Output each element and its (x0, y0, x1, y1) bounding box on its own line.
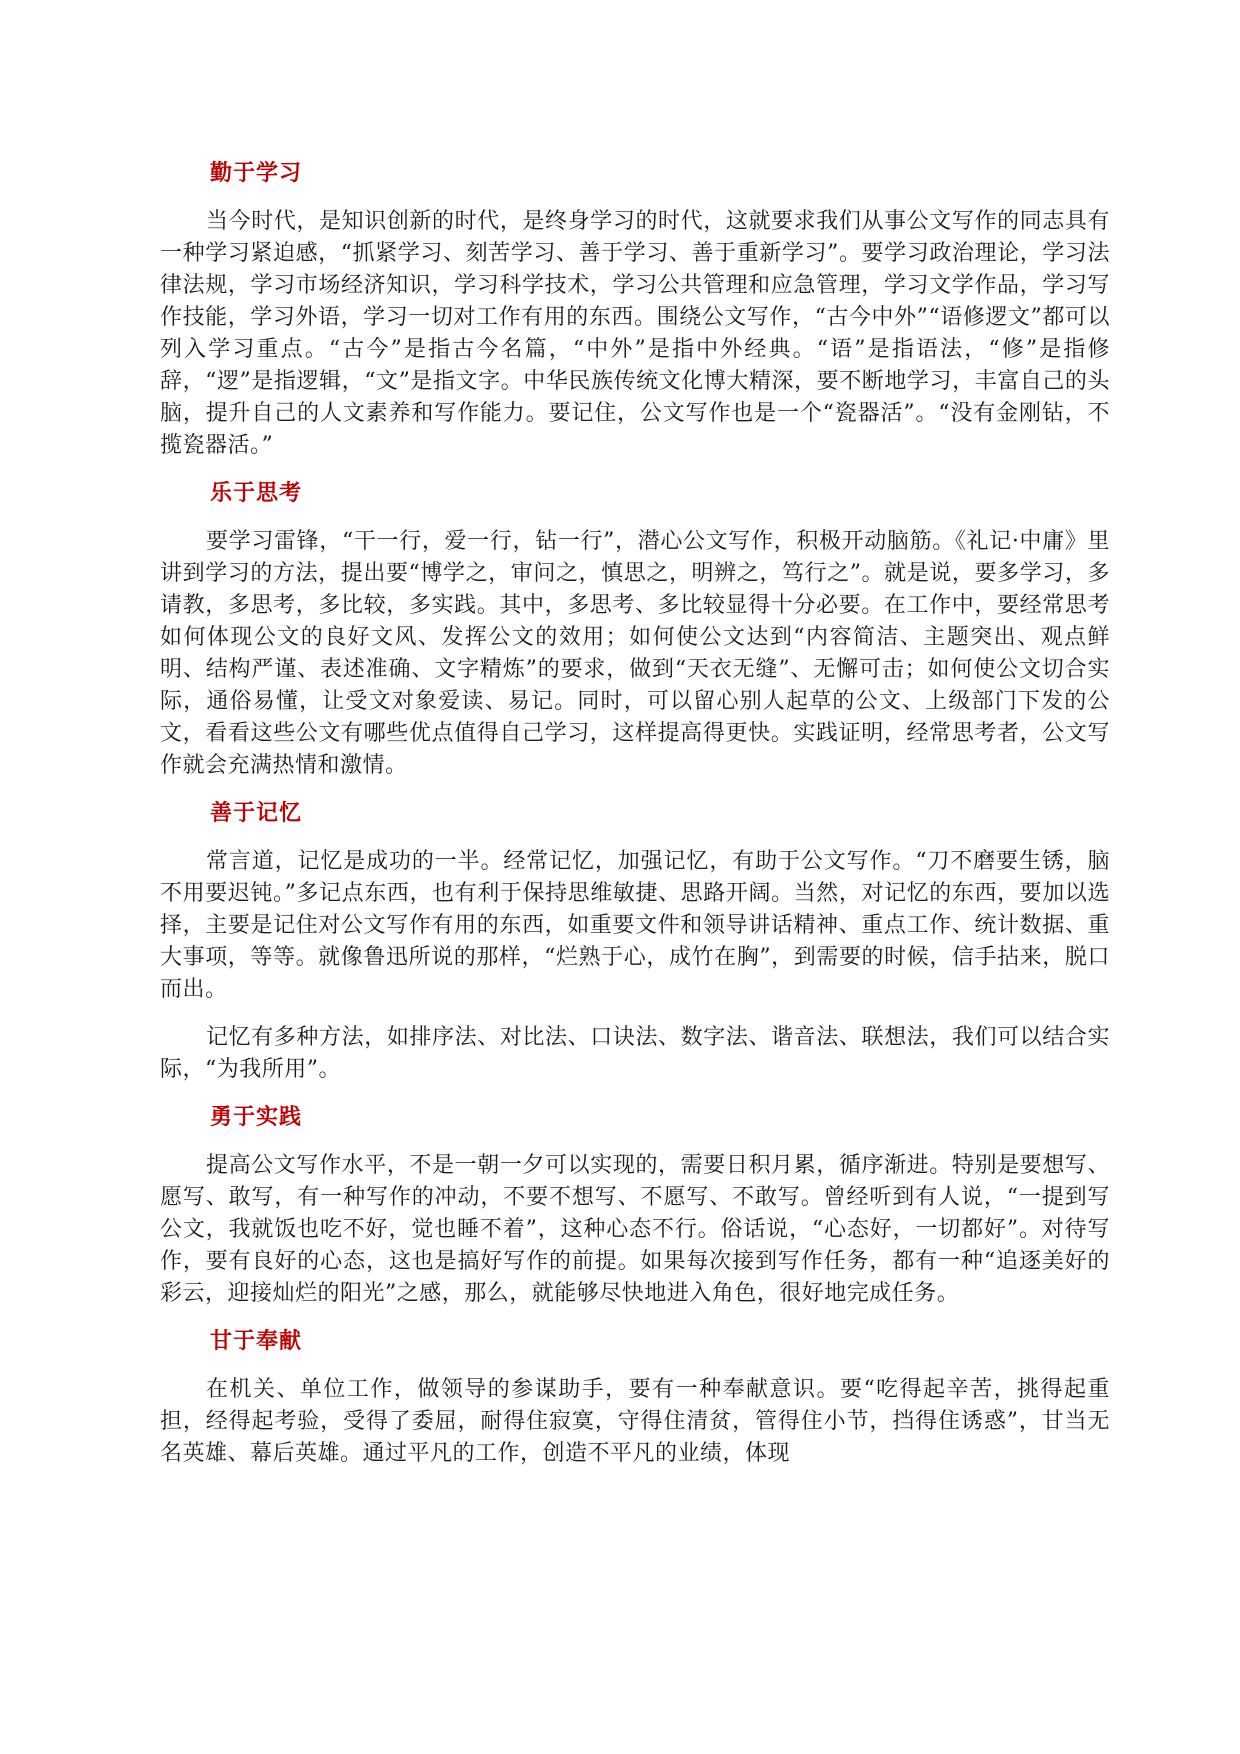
section-heading: 善于记忆 (210, 801, 303, 826)
body-paragraph: 提高公文写作水平，不是一朝一夕可以实现的，需要日积月累，循序渐进。特别是要想写、愿写、敢写，有一种写作的冲动，不要不想写、不愿写、不敢写。曾经听到有人说，“一提到写公文，我就饭也吃不好，觉也睡不着”，这种心态不行。俗话说，“心态好，一切都好”。对待写作，要有良好的心态，这也是搞好写作的前提。如果每次接到写作任务，都有一种“追逐美好的彩云，迎接灿烂的阳光”之感，那么，就能够尽快地进入角色，很好地完成任务。 (160, 1153, 1110, 1306)
body-paragraph: 记忆有多种方法，如排序法、对比法、口诀法、数字法、谐音法、联想法，我们可以结合实际，“为我所用”。 (160, 1025, 1110, 1082)
body-paragraph: 在机关、单位工作，做领导的参谋助手，要有一种奉献意识。要“吃得起辛苦，挑得起重担，经得起考验，受得了委屈，耐得住寂寞，守得住清贫，管得住小节，挡得住诱惑”，甘当无名英雄、幕后英雄。通过平凡的工作，创造不平凡的业绩，体现 (160, 1377, 1110, 1466)
body-paragraph: 常言道，记忆是成功的一半。经常记忆，加强记忆，有助于公文写作。“刀不磨要生锈，脑不用要迟钝。”多记点东西，也有利于保持思维敏捷、思路开阔。当然，对记忆的东西，要加以选择，主要是记住对公文写作有用的东西，如重要文件和领导讲话精神、重点工作、统计数据、重大事项，等等。就像鲁迅所说的那样，“烂熟于心，成竹在胸”，到需要的时候，信手拈来，脱口而出。 (160, 849, 1110, 1002)
section-study (160, 158, 1110, 462)
section-practice (160, 1102, 1110, 1310)
section-memory (160, 798, 1110, 1086)
section-heading: 勤于学习 (210, 161, 303, 186)
section-heading: 乐于思考 (210, 481, 303, 506)
section-heading: 甘于奉献 (210, 1329, 303, 1354)
section-heading: 勇于实践 (210, 1105, 303, 1130)
document-page (160, 158, 1110, 1486)
section-dedication (160, 1326, 1110, 1470)
body-paragraph: 当今时代，是知识创新的时代，是终身学习的时代，这就要求我们从事公文写作的同志具有一种学习紧迫感，“抓紧学习、刻苦学习、善于学习、善于重新学习”。要学习政治理论，学习法律法规，学习市场经济知识，学习科学技术，学习公共管理和应急管理，学习文学作品，学习写作技能，学习外语，学习一切对工作有用的东西。围绕公文写作，“古今中外”“语修逻文”都可以列入学习重点。“古今”是指古今名篇，“中外”是指中外经典。“语”是指语法，“修”是指修辞，“逻”是指逻辑，“文”是指文字。中华民族传统文化博大精深，要不断地学习，丰富自己的头脑，提升自己的人文素养和写作能力。要记住，公文写作也是一个“瓷器活”。“没有金刚钻，不揽瓷器活。” (160, 209, 1110, 458)
section-thinking (160, 478, 1110, 782)
body-paragraph: 要学习雷锋，“干一行，爱一行，钻一行”，潜心公文写作，积极开动脑筋。《礼记·中庸》里讲到学习的方法，提出要“博学之，审问之，慎思之，明辨之，笃行之”。就是说，要多学习，多请教，多思考，多比较，多实践。其中，多思考、多比较显得十分必要。在工作中，要经常思考如何体现公文的良好文风、发挥公文的效用；如何使公文达到“内容简洁、主题突出、观点鲜明、结构严谨、表述准确、文字精炼”的要求，做到“天衣无缝”、无懈可击；如何使公文切合实际，通俗易懂，让受文对象爱读、易记。同时，可以留心别人起草的公文、上级部门下发的公文，看看这些公文有哪些优点值得自己学习，这样提高得更快。实践证明，经常思考者，公文写作就会充满热情和激情。 (160, 529, 1110, 778)
